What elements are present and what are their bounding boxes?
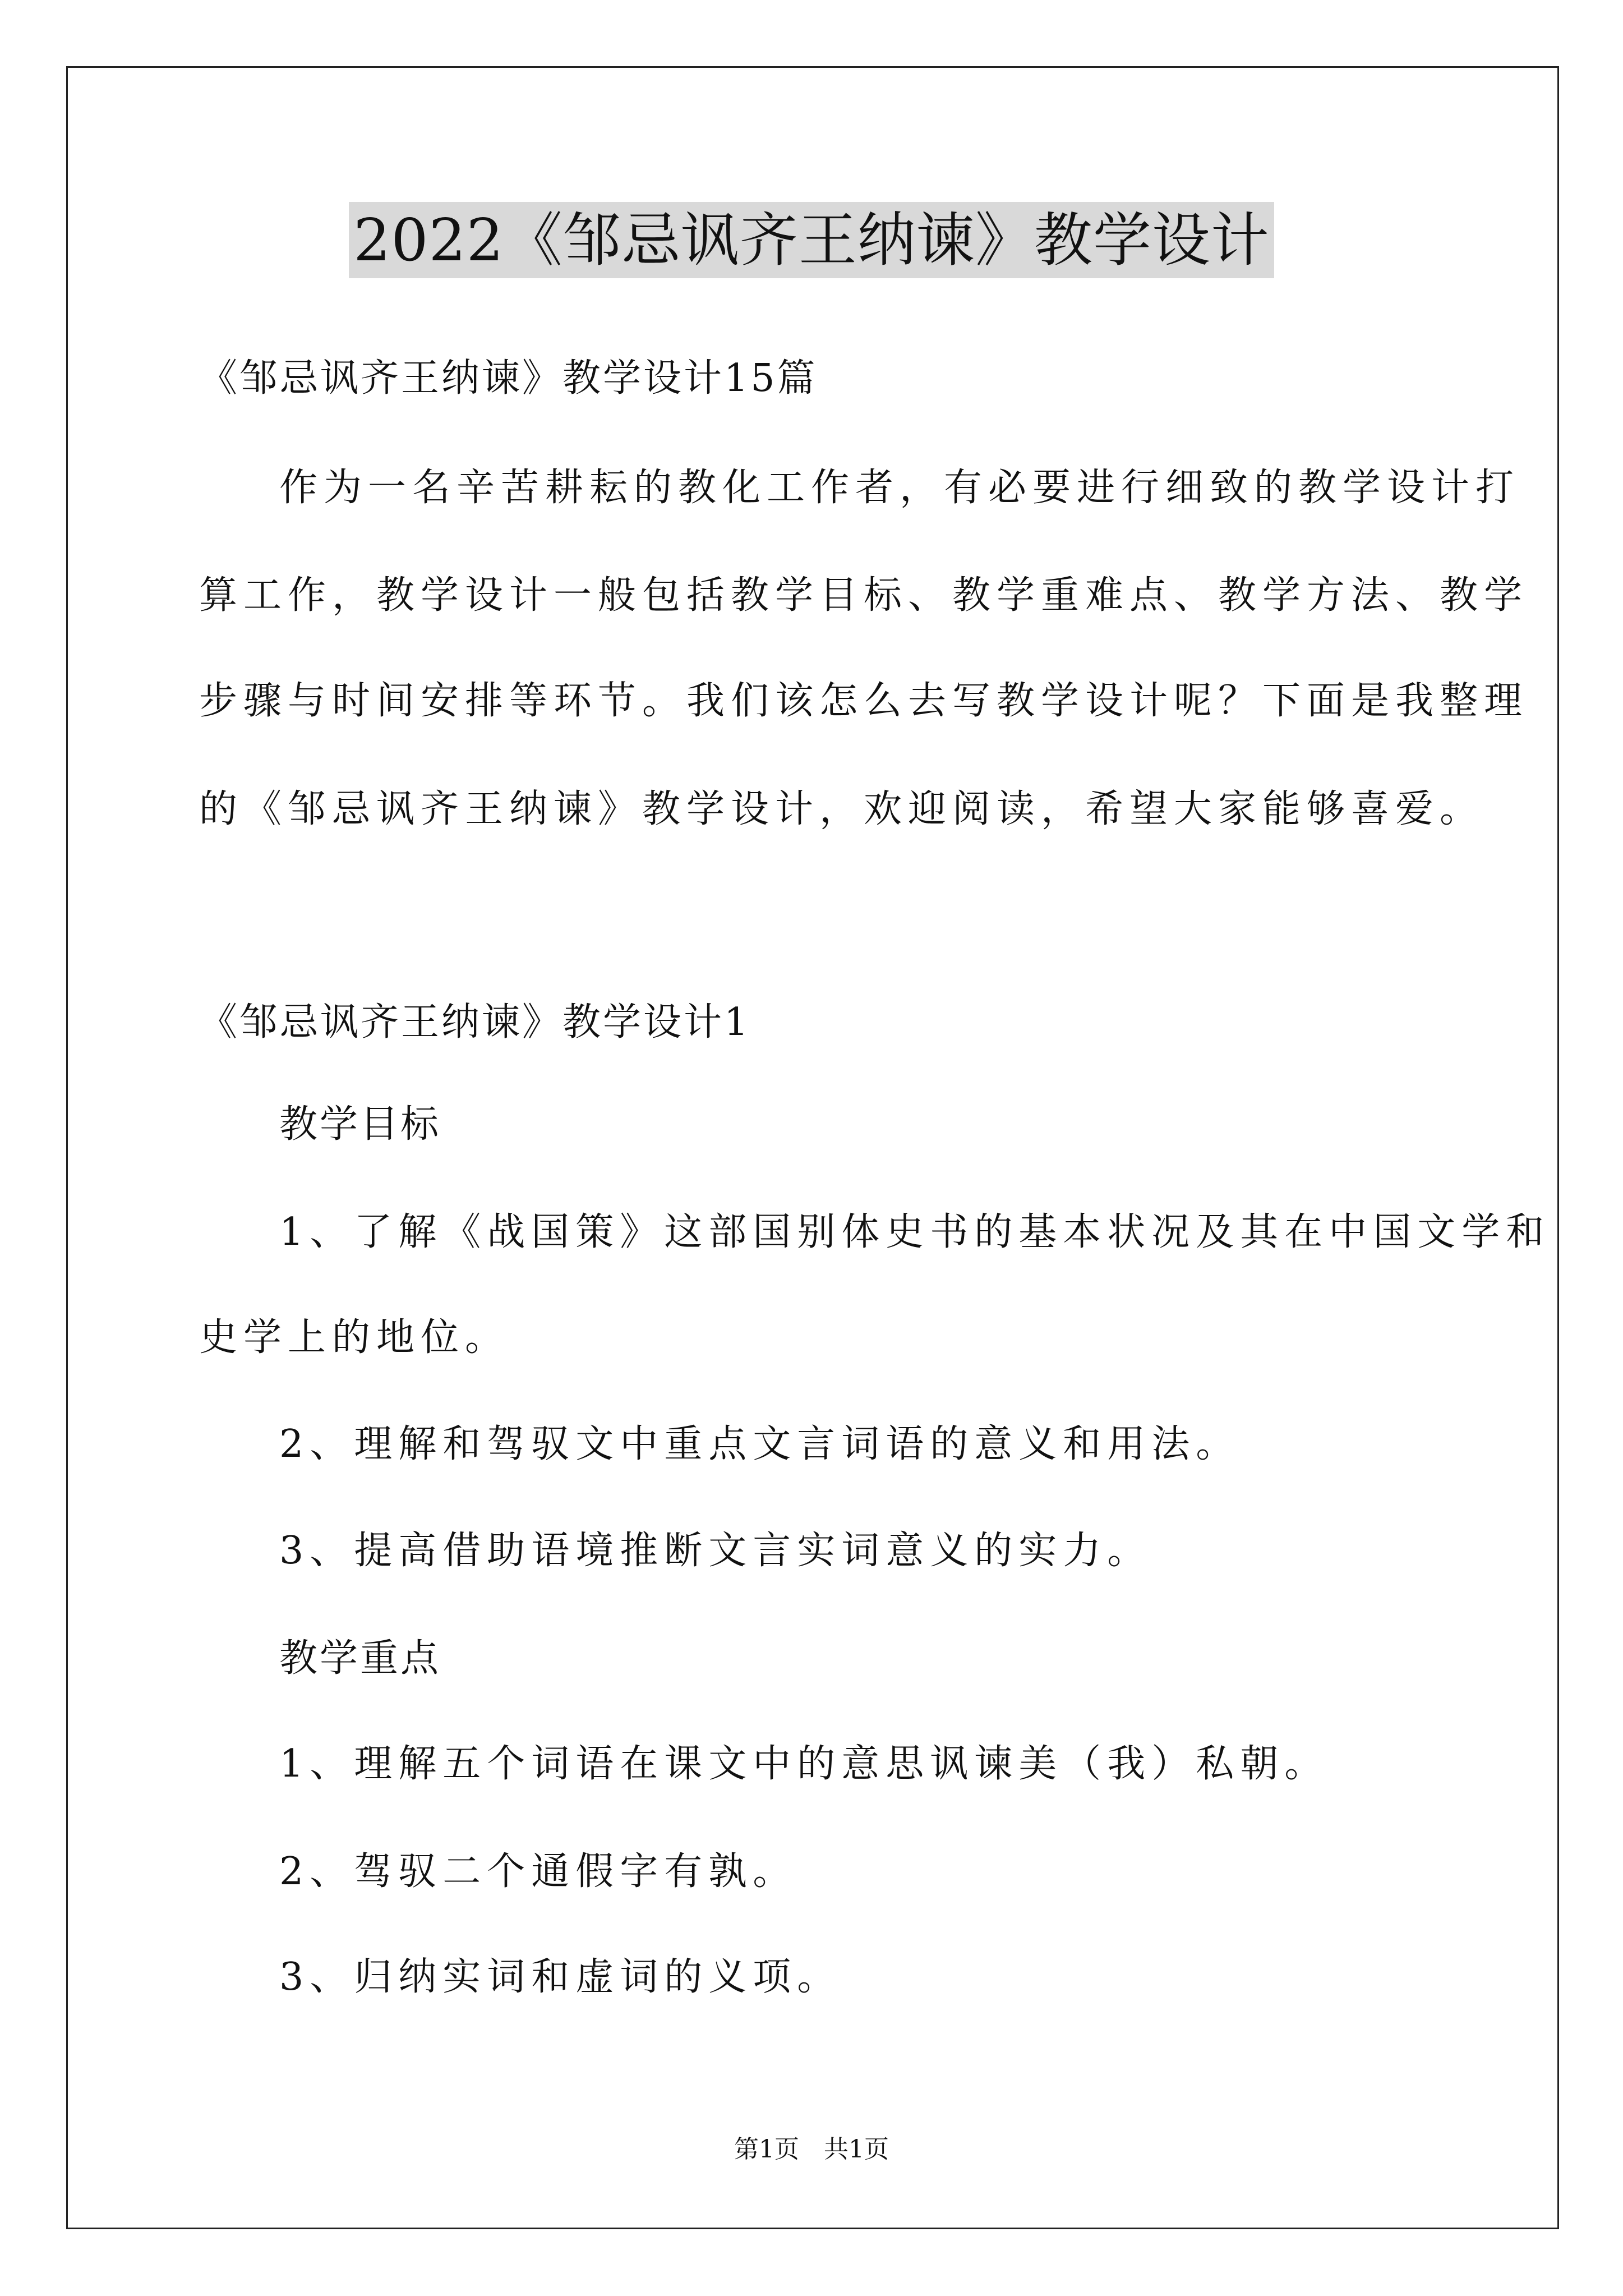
page-footer: 第1页 共1页 bbox=[734, 2135, 889, 2164]
document-title: 2022《邹忌讽齐王纳谏》教学设计 bbox=[349, 202, 1274, 278]
goal-3: 3、提高借助语境推断文言实词意义的实力。 bbox=[279, 1529, 1152, 1573]
key-point-2: 2、驾驭二个通假字有孰。 bbox=[279, 1849, 797, 1894]
intro-line-1: 作为一名辛苦耕耘的教化工作者，有必要进行细致的教学设计打 bbox=[279, 466, 1520, 510]
intro-line-2: 算工作，教学设计一般包括教学目标、教学重难点、教学方法、教学 bbox=[199, 573, 1529, 618]
goal-2: 2、理解和驾驭文中重点文言词语的意义和用法。 bbox=[279, 1422, 1241, 1466]
title-container bbox=[0, 202, 1623, 278]
key-point-3: 3、归纳实词和虚词的义项。 bbox=[279, 1955, 842, 1999]
section-heading: 《邹忌讽齐王纳谏》教学设计1 bbox=[199, 1000, 751, 1045]
goal-1-line-2: 史学上的地位。 bbox=[199, 1315, 510, 1360]
key-point-1: 1、理解五个词语在课文中的意思讽谏美（我）私朝。 bbox=[279, 1742, 1329, 1786]
goals-heading: 教学目标 bbox=[279, 1102, 441, 1147]
key-points-heading: 教学重点 bbox=[279, 1636, 441, 1681]
goal-1-line-1: 1、了解《战国策》这部国别体史书的基本状况及其在中国文学和 bbox=[279, 1210, 1551, 1254]
intro-line-3: 步骤与时间安排等环节。我们该怎么去写教学设计呢？下面是我整理 bbox=[199, 679, 1529, 723]
document-subtitle: 《邹忌讽齐王纳谏》教学设计15篇 bbox=[199, 356, 818, 401]
intro-line-4: 的《邹忌讽齐王纳谏》教学设计，欢迎阅读，希望大家能够喜爱。 bbox=[199, 787, 1484, 831]
